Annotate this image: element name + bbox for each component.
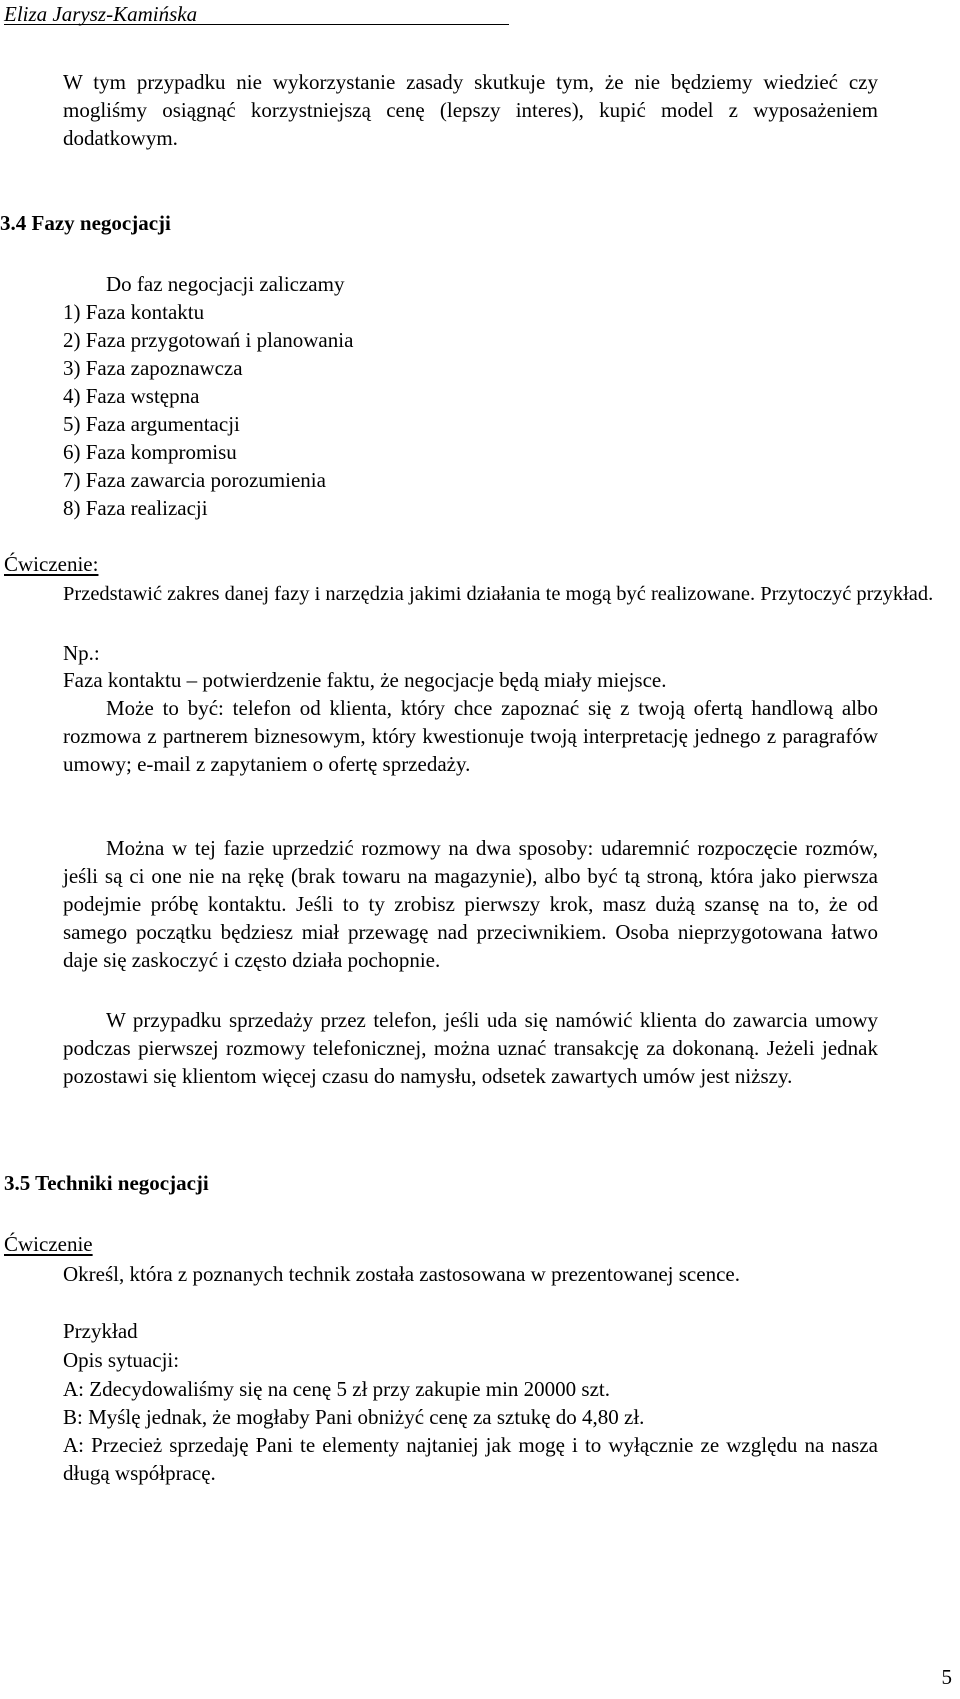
page-number: 5 [941, 1665, 952, 1689]
example-paragraph-2: Można w tej fazie uprzedzić rozmowy na dwa sposoby: udaremnić rozpoczęcie rozmów, jeśli są ci one nie na rękę (brak towaru na magazynie), albo być tą stroną, która jako pierwsza podejmie próbę kontaktu. Jeśli to ty zrobisz pierwszy krok, masz dużą szansę na to, że od samego początku będziesz miał przewagę nad przeciwnikiem. Osoba nieprzygotowana łatwo daje się zaskoczyć i często działa pochopnie. [63, 836, 878, 972]
phase-item: 1) Faza kontaktu [63, 300, 205, 324]
example-paragraph-1: Może to być: telefon od klienta, który chce zapoznać się z twoją ofertą handlową albo rozmowa z partnerem biznesowym, który kwestionuje twoją interpretację jednego z paragrafów umowy; e-mail z zapytaniem o ofertę sprzedaży. [63, 696, 878, 776]
dialogue-line: A: Przecież sprzedaję Pani te elementy najtaniej jak mogę i to wyłącznie ze względu na nasza długą współpracę. [63, 1433, 878, 1485]
phase-item: 3) Faza zapoznawcza [63, 356, 243, 380]
dialogue-line: A: Zdecydowaliśmy się na cenę 5 zł przy zakupie min 20000 szt. [63, 1377, 611, 1401]
phases-lead: Do faz negocjacji zaliczamy [106, 272, 345, 296]
exercise-text: Przedstawić zakres danej fazy i narzędzia jakimi działania te mogą być realizowane. Przytoczyć przykład. [63, 583, 934, 605]
example-2-label: Przykład [63, 1319, 138, 1343]
example-label: Np.: [63, 641, 100, 665]
example-line: Faza kontaktu – potwierdzenie faktu, że negocjacje będą miały miejsce. [63, 668, 667, 692]
phase-item: 5) Faza argumentacji [63, 412, 240, 436]
exercise-2-label: Ćwiczenie [4, 1232, 93, 1256]
running-header-author: Eliza Jarysz-Kamińska [4, 2, 198, 26]
phase-item: 2) Faza przygotowań i planowania [63, 328, 354, 352]
phase-item: 8) Faza realizacji [63, 496, 208, 520]
situation-label: Opis sytuacji: [63, 1348, 180, 1372]
section-3-4-heading: 3.4 Fazy negocjacji [0, 211, 171, 235]
example-paragraph-3: W przypadku sprzedaży przez telefon, jeśli uda się namówić klienta do zawarcia umowy podczas pierwszej rozmowy telefonicznej, można uznać transakcję za dokonaną. Jeżeli jednak pozostawi się klientom więcej czasu do namysłu, odsetek zawartych umów jest niższy. [63, 1008, 878, 1088]
phase-item: 6) Faza kompromisu [63, 440, 237, 464]
header-rule [4, 24, 509, 25]
dialogue-line: B: Myślę jednak, że mogłaby Pani obniżyć cenę za sztukę do 4,80 zł. [63, 1405, 645, 1429]
phase-item: 4) Faza wstępna [63, 384, 200, 408]
exercise-label: Ćwiczenie: [4, 552, 99, 576]
phases-list [63, 298, 353, 522]
exercise-2-text: Określ, która z poznanych technik została zastosowana w prezentowanej scence. [63, 1262, 740, 1286]
section-3-5-heading: 3.5 Techniki negocjacji [4, 1171, 209, 1195]
phase-item: 7) Faza zawarcia porozumienia [63, 468, 326, 492]
intro-paragraph: W tym przypadku nie wykorzystanie zasady skutkuje tym, że nie będziemy wiedzieć czy mogliśmy osiągnąć korzystniejszą cenę (lepszy interes), kupić model z wyposażeniem dodatkowym. [63, 70, 878, 150]
